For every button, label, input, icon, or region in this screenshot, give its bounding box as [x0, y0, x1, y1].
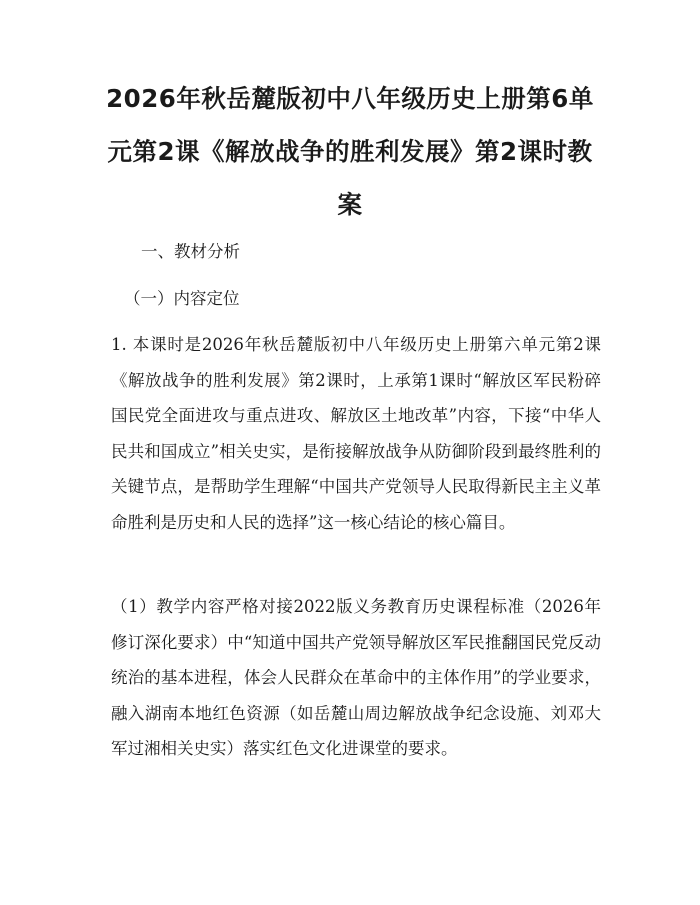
- subsection-heading: （一）内容定位: [124, 289, 240, 308]
- document-title: 2026年秋岳麓版初中八年级历史上册第6单元第2课《解放战争的胜利发展》第2课时教案: [106, 84, 594, 219]
- paragraph-content-positioning: 1. 本课时是2026年秋岳麓版初中八年级历史上册第六单元第2课《解放战争的胜利发展》第2课时，上承第1课时“解放区军民粉碎国民党全面进攻与重点进攻、解放区土地改革”内容，下接“中华人民共和国成立”相关史实，是衔接解放战争从防御阶段到最终胜利的关键节点，是帮助学生理解“中国共产党领导人民取得新民主主义革命胜利是历史和人民的选择”这一核心结论的核心篇目。: [111, 335, 601, 532]
- paragraph-curriculum-standard: （1）教学内容严格对接2022版义务教育历史课程标准（2026年修订深化要求）中“知道中国共产党领导解放区军民推翻国民党反动统治的基本进程，体会人民群众在革命中的主体作用”的学业要求，融入湖南本地红色资源（如岳麓山周边解放战争纪念设施、刘邓大军过湘相关史实）落实红色文化进课堂的要求。: [111, 597, 601, 758]
- section-heading: 一、教材分析: [141, 242, 240, 261]
